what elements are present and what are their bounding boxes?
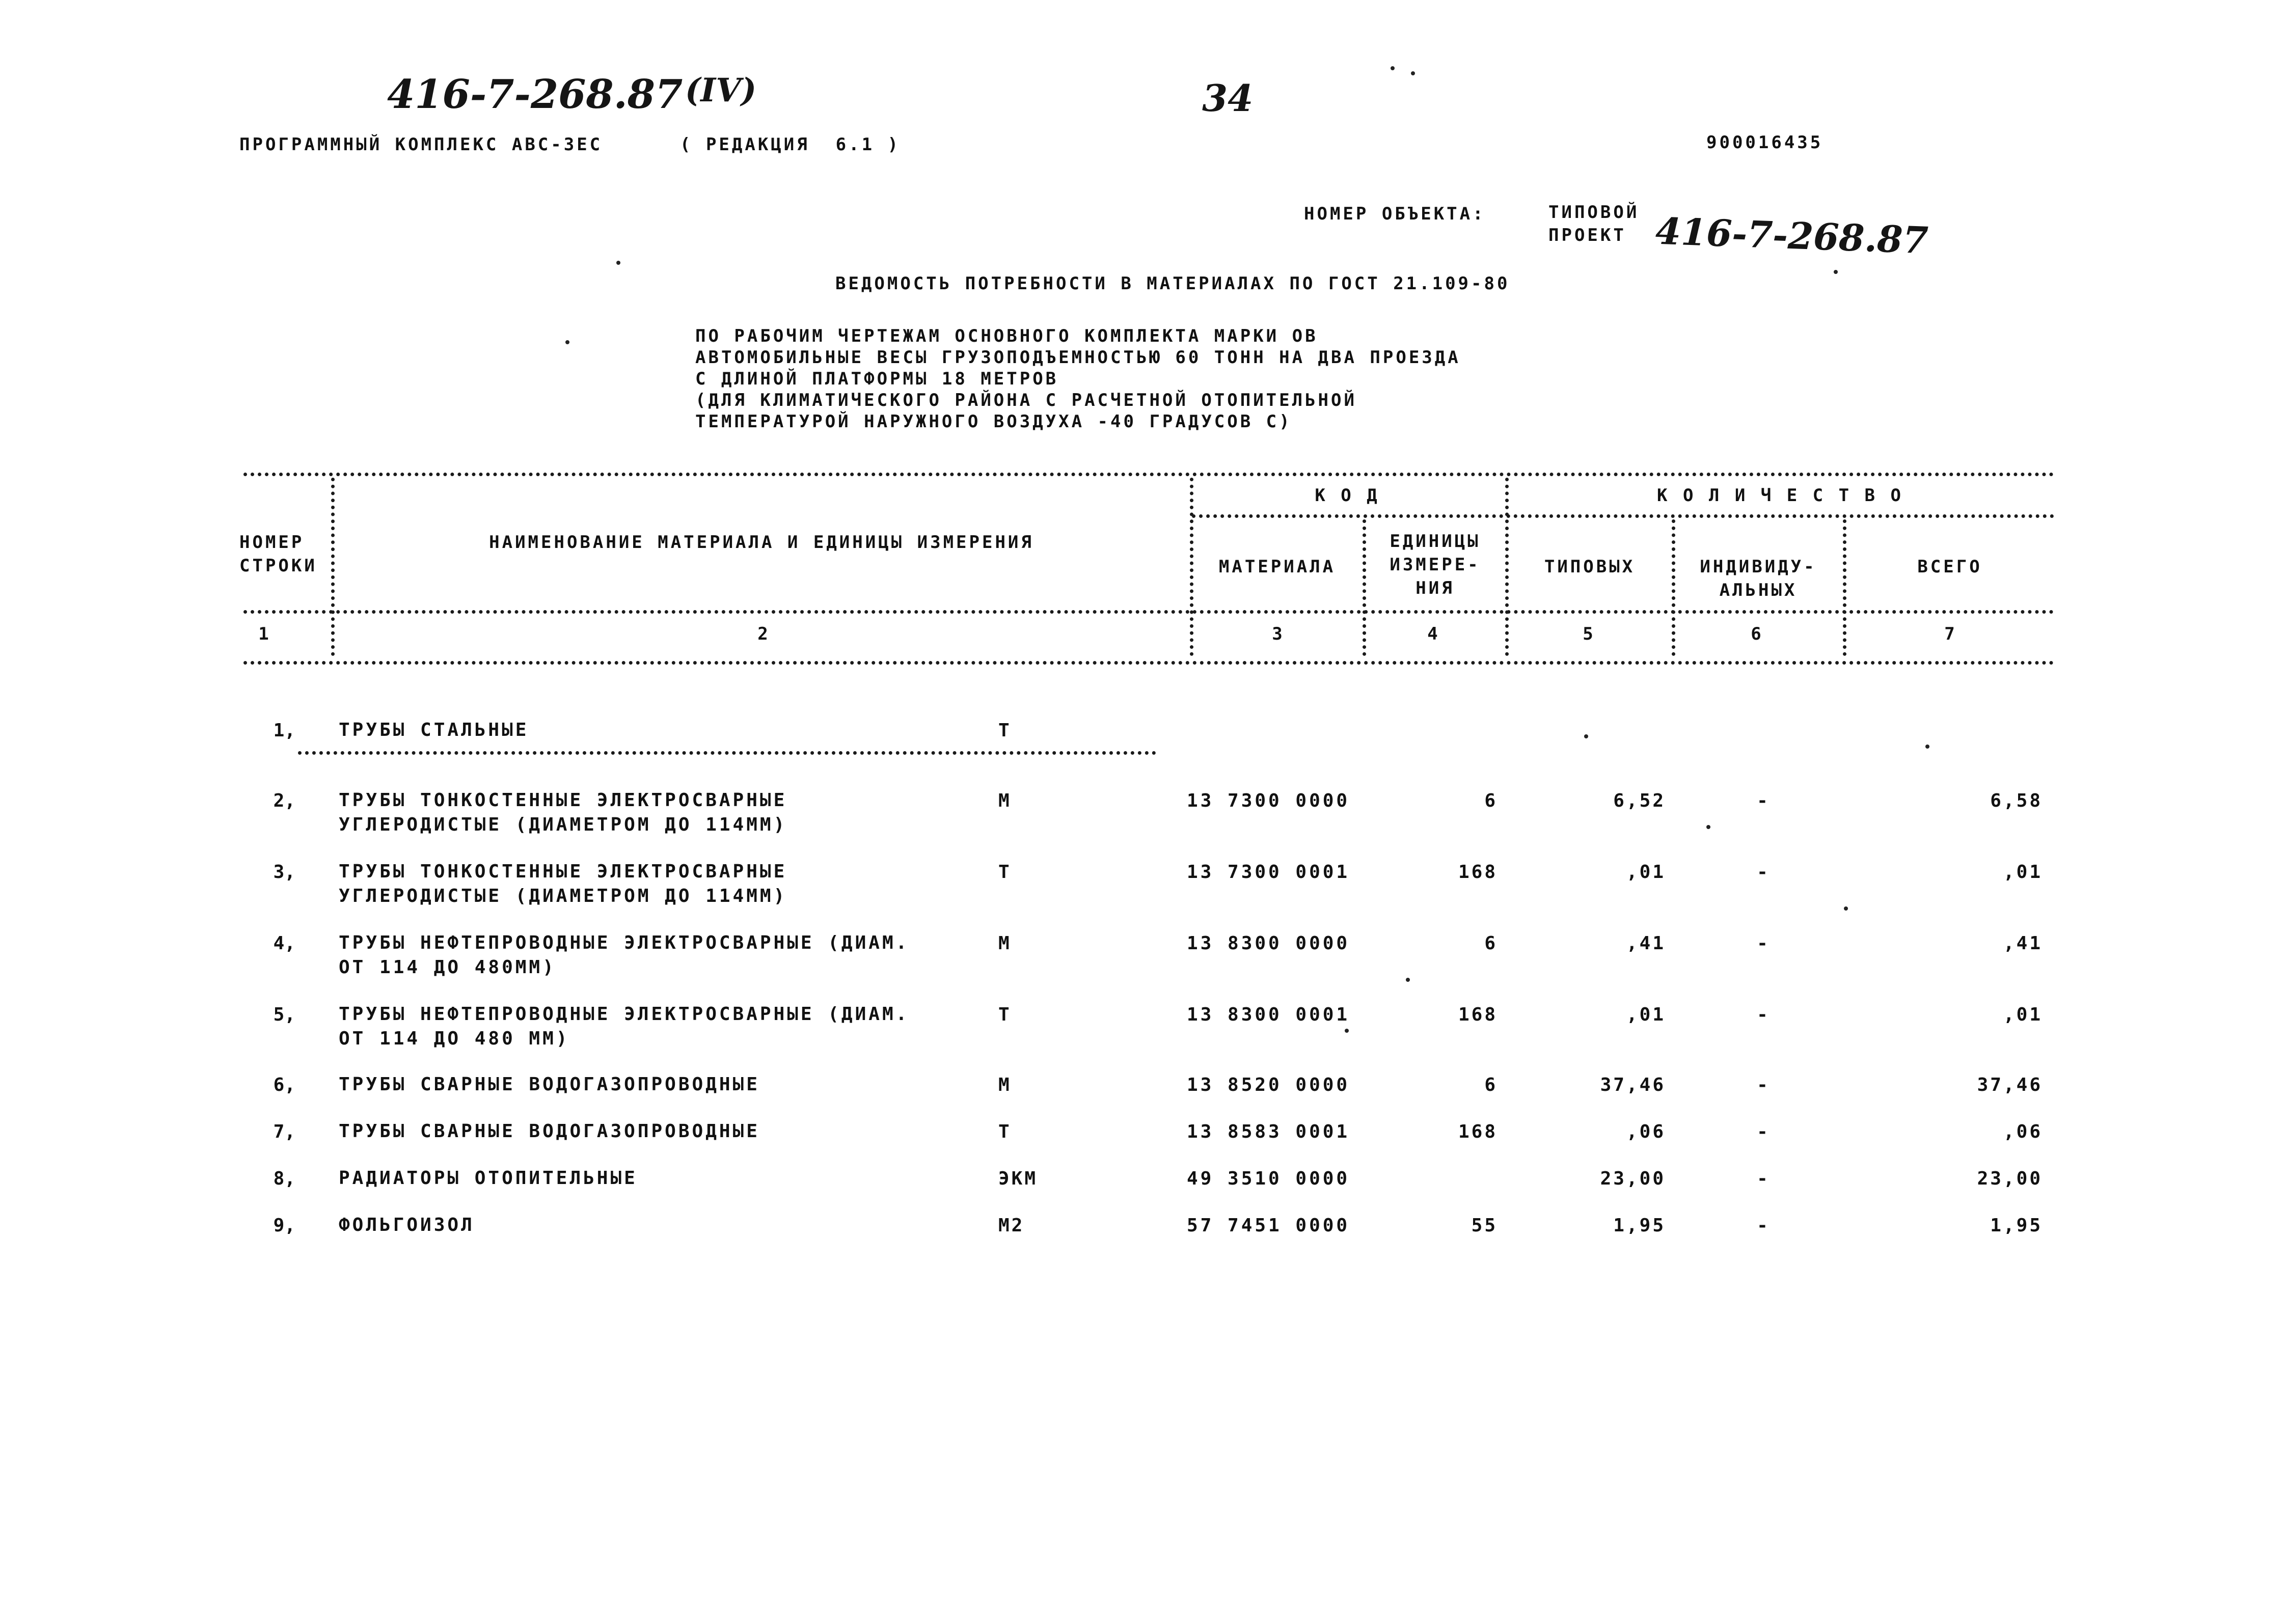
scan-speck [1391, 66, 1395, 70]
row-total: ,41 [2003, 933, 2043, 954]
object-value-line2: ПРОЕКТ [1548, 225, 1626, 245]
row-name-line1: РАДИАТОРЫ ОТОПИТЕЛЬНЫЕ [339, 1168, 638, 1189]
col-number-2: 2 [757, 624, 771, 644]
header-material-code: МАТЕРИАЛА [1218, 557, 1336, 577]
row-individual: - [1757, 933, 1768, 954]
scan-speck [1844, 906, 1848, 911]
row-individual: - [1757, 1121, 1768, 1142]
row-unit-code: 6 [1484, 790, 1498, 811]
row-total: 23,00 [1977, 1168, 2043, 1189]
col-number-7: 7 [1944, 624, 1957, 644]
row-material-code: 13 8300 0001 [1187, 1004, 1350, 1025]
row-total: ,01 [2003, 862, 2043, 883]
object-label: НОМЕР ОБЪЕКТА: [1304, 204, 1486, 224]
row-material-code: 49 3510 0000 [1187, 1168, 1350, 1189]
row-individual: - [1757, 1075, 1768, 1095]
header-unit-3: НИЯ [1416, 578, 1455, 598]
row-individual: - [1757, 1004, 1768, 1025]
header-quantity-group: К О Л И Ч Е С Т В О [1657, 485, 1903, 506]
object-value-handwritten: 416-7-268.87 [1654, 209, 1929, 262]
row-name-line1: ТРУБЫ СВАРНЫЕ ВОДОГАЗОПРОВОДНЫЕ [339, 1074, 760, 1095]
column-numbers-rule [243, 661, 2054, 665]
row-individual: - [1757, 790, 1768, 811]
row-individual: - [1757, 1215, 1768, 1236]
row-name-line2: ОТ 114 ДО 480 ММ) [339, 1028, 570, 1049]
row-name-line2: ОТ 114 ДО 480ММ) [339, 957, 556, 978]
row-number: 2, [273, 790, 295, 811]
row-name-line1: ТРУБЫ ТОНКОСТЕННЫЕ ЭЛЕКТРОСВАРНЫЕ [339, 790, 787, 811]
row-name-line1: ТРУБЫ ТОНКОСТЕННЫЕ ЭЛЕКТРОСВАРНЫЕ [339, 861, 787, 882]
col-number-5: 5 [1583, 624, 1596, 644]
page-number-handwritten: 34 [1202, 76, 1254, 120]
row-total: 1,95 [1990, 1215, 2043, 1236]
scan-speck [1925, 745, 1929, 749]
scan-speck [1706, 825, 1710, 829]
title-line-2: АВТОМОБИЛЬНЫЕ ВЕСЫ ГРУЗОПОДЪЕМНОСТЬЮ 60 ТОНН НА ДВА ПРОЕЗДА [695, 347, 1461, 368]
header-material-name: НАИМЕНОВАНИЕ МАТЕРИАЛА И ЕДИНИЦЫ ИЗМЕРЕНИЯ [489, 532, 1034, 553]
row-number: 3, [273, 862, 295, 883]
scan-speck [1345, 1029, 1349, 1033]
software-edition: ( РЕДАКЦИЯ 6.1 ) [680, 134, 901, 155]
col-number-4: 4 [1427, 624, 1440, 644]
col-separator-2 [1190, 478, 1193, 656]
row-number: 6, [273, 1075, 295, 1095]
row-name-line1: ТРУБЫ НЕФТЕПРОВОДНЫЕ ЭЛЕКТРОСВАРНЫЕ (ДИАМ. [339, 1004, 910, 1025]
row-individual: - [1757, 862, 1768, 883]
row-material-code: 13 8520 0000 [1187, 1075, 1350, 1095]
header-bottom-rule [243, 610, 2054, 614]
row-unit: ЭКМ [998, 1168, 1038, 1189]
col-separator-4 [1505, 478, 1509, 656]
row-unit: М [998, 790, 1012, 811]
row-typical: 23,00 [1600, 1168, 1666, 1189]
col-separator-5 [1672, 519, 1675, 656]
row-number: 8, [273, 1168, 295, 1189]
row-number: 4, [273, 933, 295, 954]
col-number-1: 1 [258, 624, 271, 644]
col-number-3: 3 [1272, 624, 1285, 644]
section-underline [298, 751, 1156, 755]
row-typical: 37,46 [1600, 1075, 1666, 1095]
row-unit: М [998, 1075, 1012, 1095]
row-material-code: 13 7300 0000 [1187, 790, 1350, 811]
table-top-rule [243, 473, 2054, 476]
col-number-6: 6 [1751, 624, 1764, 644]
row-material-code: 13 8583 0001 [1187, 1121, 1350, 1142]
title-line-5: ТЕМПЕРАТУРОЙ НАРУЖНОГО ВОЗДУХА -40 ГРАДУСОВ С) [695, 411, 1292, 432]
row-number: 7, [273, 1121, 295, 1142]
row-number: 9, [273, 1215, 295, 1236]
header-unit-1: ЕДИНИЦЫ [1390, 531, 1481, 552]
header-individual-2: АЛЬНЫХ [1719, 580, 1798, 600]
row-unit: М2 [998, 1215, 1025, 1236]
row-unit: Т [998, 1004, 1012, 1025]
volume-mark-handwritten: (IV) [685, 71, 757, 109]
header-unit-2: ИЗМЕРЕ- [1390, 555, 1481, 575]
row-typical: ,01 [1626, 862, 1666, 883]
row-material-code: 13 8300 0000 [1187, 933, 1350, 954]
row-name-line1: ТРУБЫ НЕФТЕПРОВОДНЫЕ ЭЛЕКТРОСВАРНЫЕ (ДИАМ. [339, 932, 910, 953]
document-title: ВЕДОМОСТЬ ПОТРЕБНОСТИ В МАТЕРИАЛАХ ПО ГОСТ 21.109-80 [835, 273, 1510, 294]
row-total: 6,58 [1990, 790, 2043, 811]
scan-speck [1584, 734, 1588, 738]
row-unit-code: 55 [1471, 1215, 1498, 1236]
scan-speck [1406, 978, 1410, 982]
row-unit: М [998, 933, 1012, 954]
document-number: 900016435 [1706, 132, 1824, 153]
col-separator-6 [1843, 519, 1846, 656]
row-material-code: 13 7300 0001 [1187, 862, 1350, 883]
row-total: 37,46 [1977, 1075, 2043, 1095]
row-typical: 1,95 [1613, 1215, 1666, 1236]
header-row-no-1: НОМЕР [239, 532, 305, 553]
row-name-line1: ТРУБЫ СВАРНЫЕ ВОДОГАЗОПРОВОДНЫЕ [339, 1121, 760, 1142]
row-unit: Т [998, 862, 1012, 883]
row-typical: ,01 [1626, 1004, 1666, 1025]
scan-speck [565, 340, 569, 344]
object-value-line1: ТИПОВОЙ [1548, 202, 1640, 223]
header-row-no-2: СТРОКИ [239, 556, 317, 576]
section-unit: Т [998, 720, 1012, 741]
title-line-1: ПО РАБОЧИМ ЧЕРТЕЖАМ ОСНОВНОГО КОМПЛЕКТА МАРКИ ОВ [695, 326, 1318, 346]
row-total: ,06 [2003, 1121, 2043, 1142]
row-unit-code: 6 [1484, 933, 1498, 954]
title-line-4: (ДЛЯ КЛИМАТИЧЕСКОГО РАЙОНА С РАСЧЕТНОЙ ОТОПИТЕЛЬНОЙ [695, 390, 1357, 410]
row-typical: 6,52 [1613, 790, 1666, 811]
row-unit-code: 168 [1458, 1121, 1498, 1142]
row-typical: ,06 [1626, 1121, 1666, 1142]
row-material-code: 57 7451 0000 [1187, 1215, 1350, 1236]
col-separator-3 [1363, 519, 1366, 656]
row-total: ,01 [2003, 1004, 2043, 1025]
row-typical: ,41 [1626, 933, 1666, 954]
scan-speck [1411, 71, 1415, 75]
row-unit-code: 168 [1458, 1004, 1498, 1025]
row-number: 5, [273, 1004, 295, 1025]
header-code-group: К О Д [1315, 485, 1380, 506]
header-typical: ТИПОВЫХ [1544, 557, 1636, 577]
row-unit-code: 6 [1484, 1075, 1498, 1095]
title-line-3: С ДЛИНОЙ ПЛАТФОРМЫ 18 МЕТРОВ [695, 369, 1059, 389]
header-individual-1: ИНДИВИДУ- [1700, 557, 1817, 577]
row-name-line2: УГЛЕРОДИСТЫЕ (ДИАМЕТРОМ ДО 114ММ) [339, 886, 787, 906]
scan-speck [616, 261, 620, 265]
header-total: ВСЕГО [1917, 557, 1982, 577]
row-unit: Т [998, 1121, 1012, 1142]
col-separator-1 [331, 478, 335, 656]
software-name: ПРОГРАММНЫЙ КОМПЛЕКС АВС-ЗЕС [239, 134, 603, 155]
section-number: 1, [273, 720, 295, 741]
header-group-rule [1192, 514, 2054, 518]
scan-speck [1834, 270, 1838, 274]
row-unit-code: 168 [1458, 862, 1498, 883]
project-code-handwritten: 416-7-268.87 [387, 71, 683, 118]
row-individual: - [1757, 1168, 1768, 1189]
section-name: ТРУБЫ СТАЛЬНЫЕ [339, 720, 529, 740]
row-name-line2: УГЛЕРОДИСТЫЕ (ДИАМЕТРОМ ДО 114ММ) [339, 814, 787, 835]
row-name-line1: ФОЛЬГОИЗОЛ [339, 1215, 475, 1235]
